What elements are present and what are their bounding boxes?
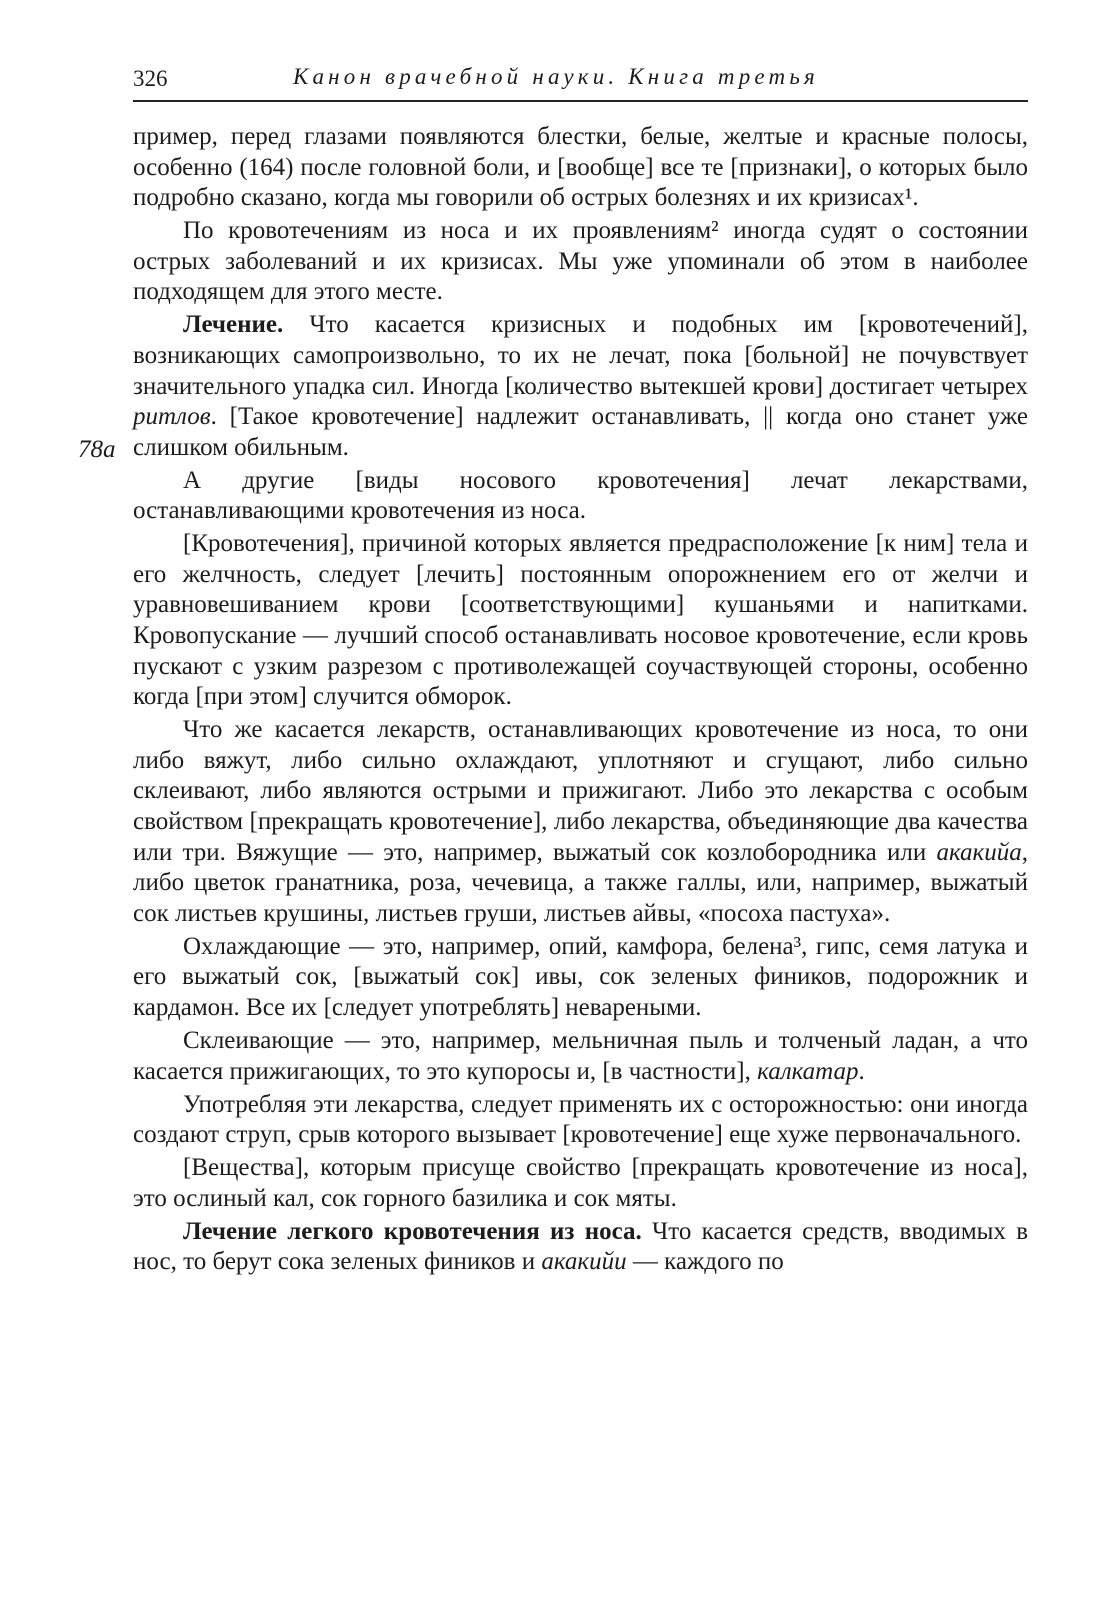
paragraph-6-text-c: , либо цветок гранатника, роза, чечевица, а также галлы, или, например, выжатый сок листьев крушины, листьев груши, листьев айвы, «посоха пастуха».	[133, 838, 1028, 927]
paragraph-6-text-a: Что же касается лекарств, останавливающих кровотечение из носа, то они либо вяжут, либо сильно охлаждают, уплотняют и сгущают, либо сильно склеивают, либо являются острыми и прижигают. Либо это лекарства с особым свойством [прекращать кровотечение], либо лекарства, объединяющие два качества или три. Вяжущие — это, например, выжатый сок козлобородника или	[133, 716, 1028, 866]
paragraph-10: [Вещества], которым присуще свойство [прекращать кровотечение из носа], это ослиный кал, сок горного базилика и сок мяты.	[133, 1154, 1028, 1212]
term-akakiya: акакийа	[936, 838, 1022, 866]
running-title: Канон врачебной науки. Книга третья	[293, 64, 819, 89]
paragraph-6	[133, 715, 1028, 929]
term-kalkatar: калкатар	[757, 1057, 859, 1085]
paragraph-9: Употребляя эти лекарства, следует применять их с осторожностью: они иногда создают струп, срыв которого вызывает [кровотечение] еще хуже первоначального.	[133, 1090, 1028, 1149]
paragraph-11	[133, 1217, 1028, 1278]
margin-folio-note: 78а	[78, 436, 116, 463]
paragraph-3-text-c: . [Такое кровотечение] надлежит останавливать, || когда оно станет уже слишком обильным.	[133, 403, 1028, 461]
paragraph-11-text-c: — каждого по	[626, 1248, 784, 1276]
term-akakii: акакийи	[541, 1248, 627, 1276]
page-header	[133, 60, 1028, 102]
term-ritl: ритлов	[133, 403, 211, 431]
paragraph-2: По кровотечениям из носа и их проявлениям² иногда судят о состоянии острых заболеваний и их кризисах. Мы уже упоминали об этом в наиболее подходящем для этого месте.	[133, 217, 1028, 306]
paragraph-7: Охлаждающие — это, например, опий, камфора, белена³, гипс, семя латука и его выжатый сок, [выжатый сок] ивы, сок зеленых фиников, подорожник и кардамон. Все их [следует употреблять] невареными.	[133, 932, 1028, 1021]
paragraph-8-text-a: Склеивающие — это, например, мельничная пыль и толченый ладан, а что касается прижигающих, то это купоросы и, [в частности],	[133, 1026, 1028, 1085]
paragraph-4: А другие [виды носового кровотечения] лечат лекарствами, останавливающими кровотечения из носа.	[133, 466, 1028, 525]
body-text	[133, 122, 1028, 1280]
paragraph-11-text-a: Что касается средств, вводимых в нос, то берут сока зеленых фиников и	[133, 1217, 1028, 1276]
paragraph-5: [Кровотечения], причиной которых является предрасположение [к ним] тела и его желчность, следует [лечить] постоянным опорожнением его от желчи и уравновешиванием крови [соответствующими] кушаньями и напитками. Кровопускание — лучший способ останавливать носовое кровотечение, если кровь пускают с узким разрезом с противолежащей соучаствующей стороны, особенно когда [при этом] случится обморок.	[133, 530, 1028, 711]
paragraph-3	[133, 310, 1028, 463]
paragraph-8	[133, 1026, 1028, 1087]
paragraph-1: пример, перед глазами появляются блестки, белые, желтые и красные полосы, особенно (164) после головной боли, и [вообще] все те [признаки], о которых было подробно сказано, когда мы говорили об острых болезнях и их кризисах¹.	[133, 123, 1028, 212]
paragraph-3-text-a: Что касается кризисных и подобных им [кровотечений], возникающих самопроизвольно, то их не лечат, пока [больной] не почувствует значительного упадка сил. Иногда [количество вытекшей крови] достигает четырех	[133, 311, 1028, 400]
paragraph-8-text-c: .	[858, 1057, 865, 1085]
page-number: 326	[133, 66, 168, 91]
section-heading-light-bleeding: Лечение легкого кровотечения из носа.	[183, 1217, 642, 1245]
section-heading-treatment: Лечение.	[183, 311, 284, 339]
